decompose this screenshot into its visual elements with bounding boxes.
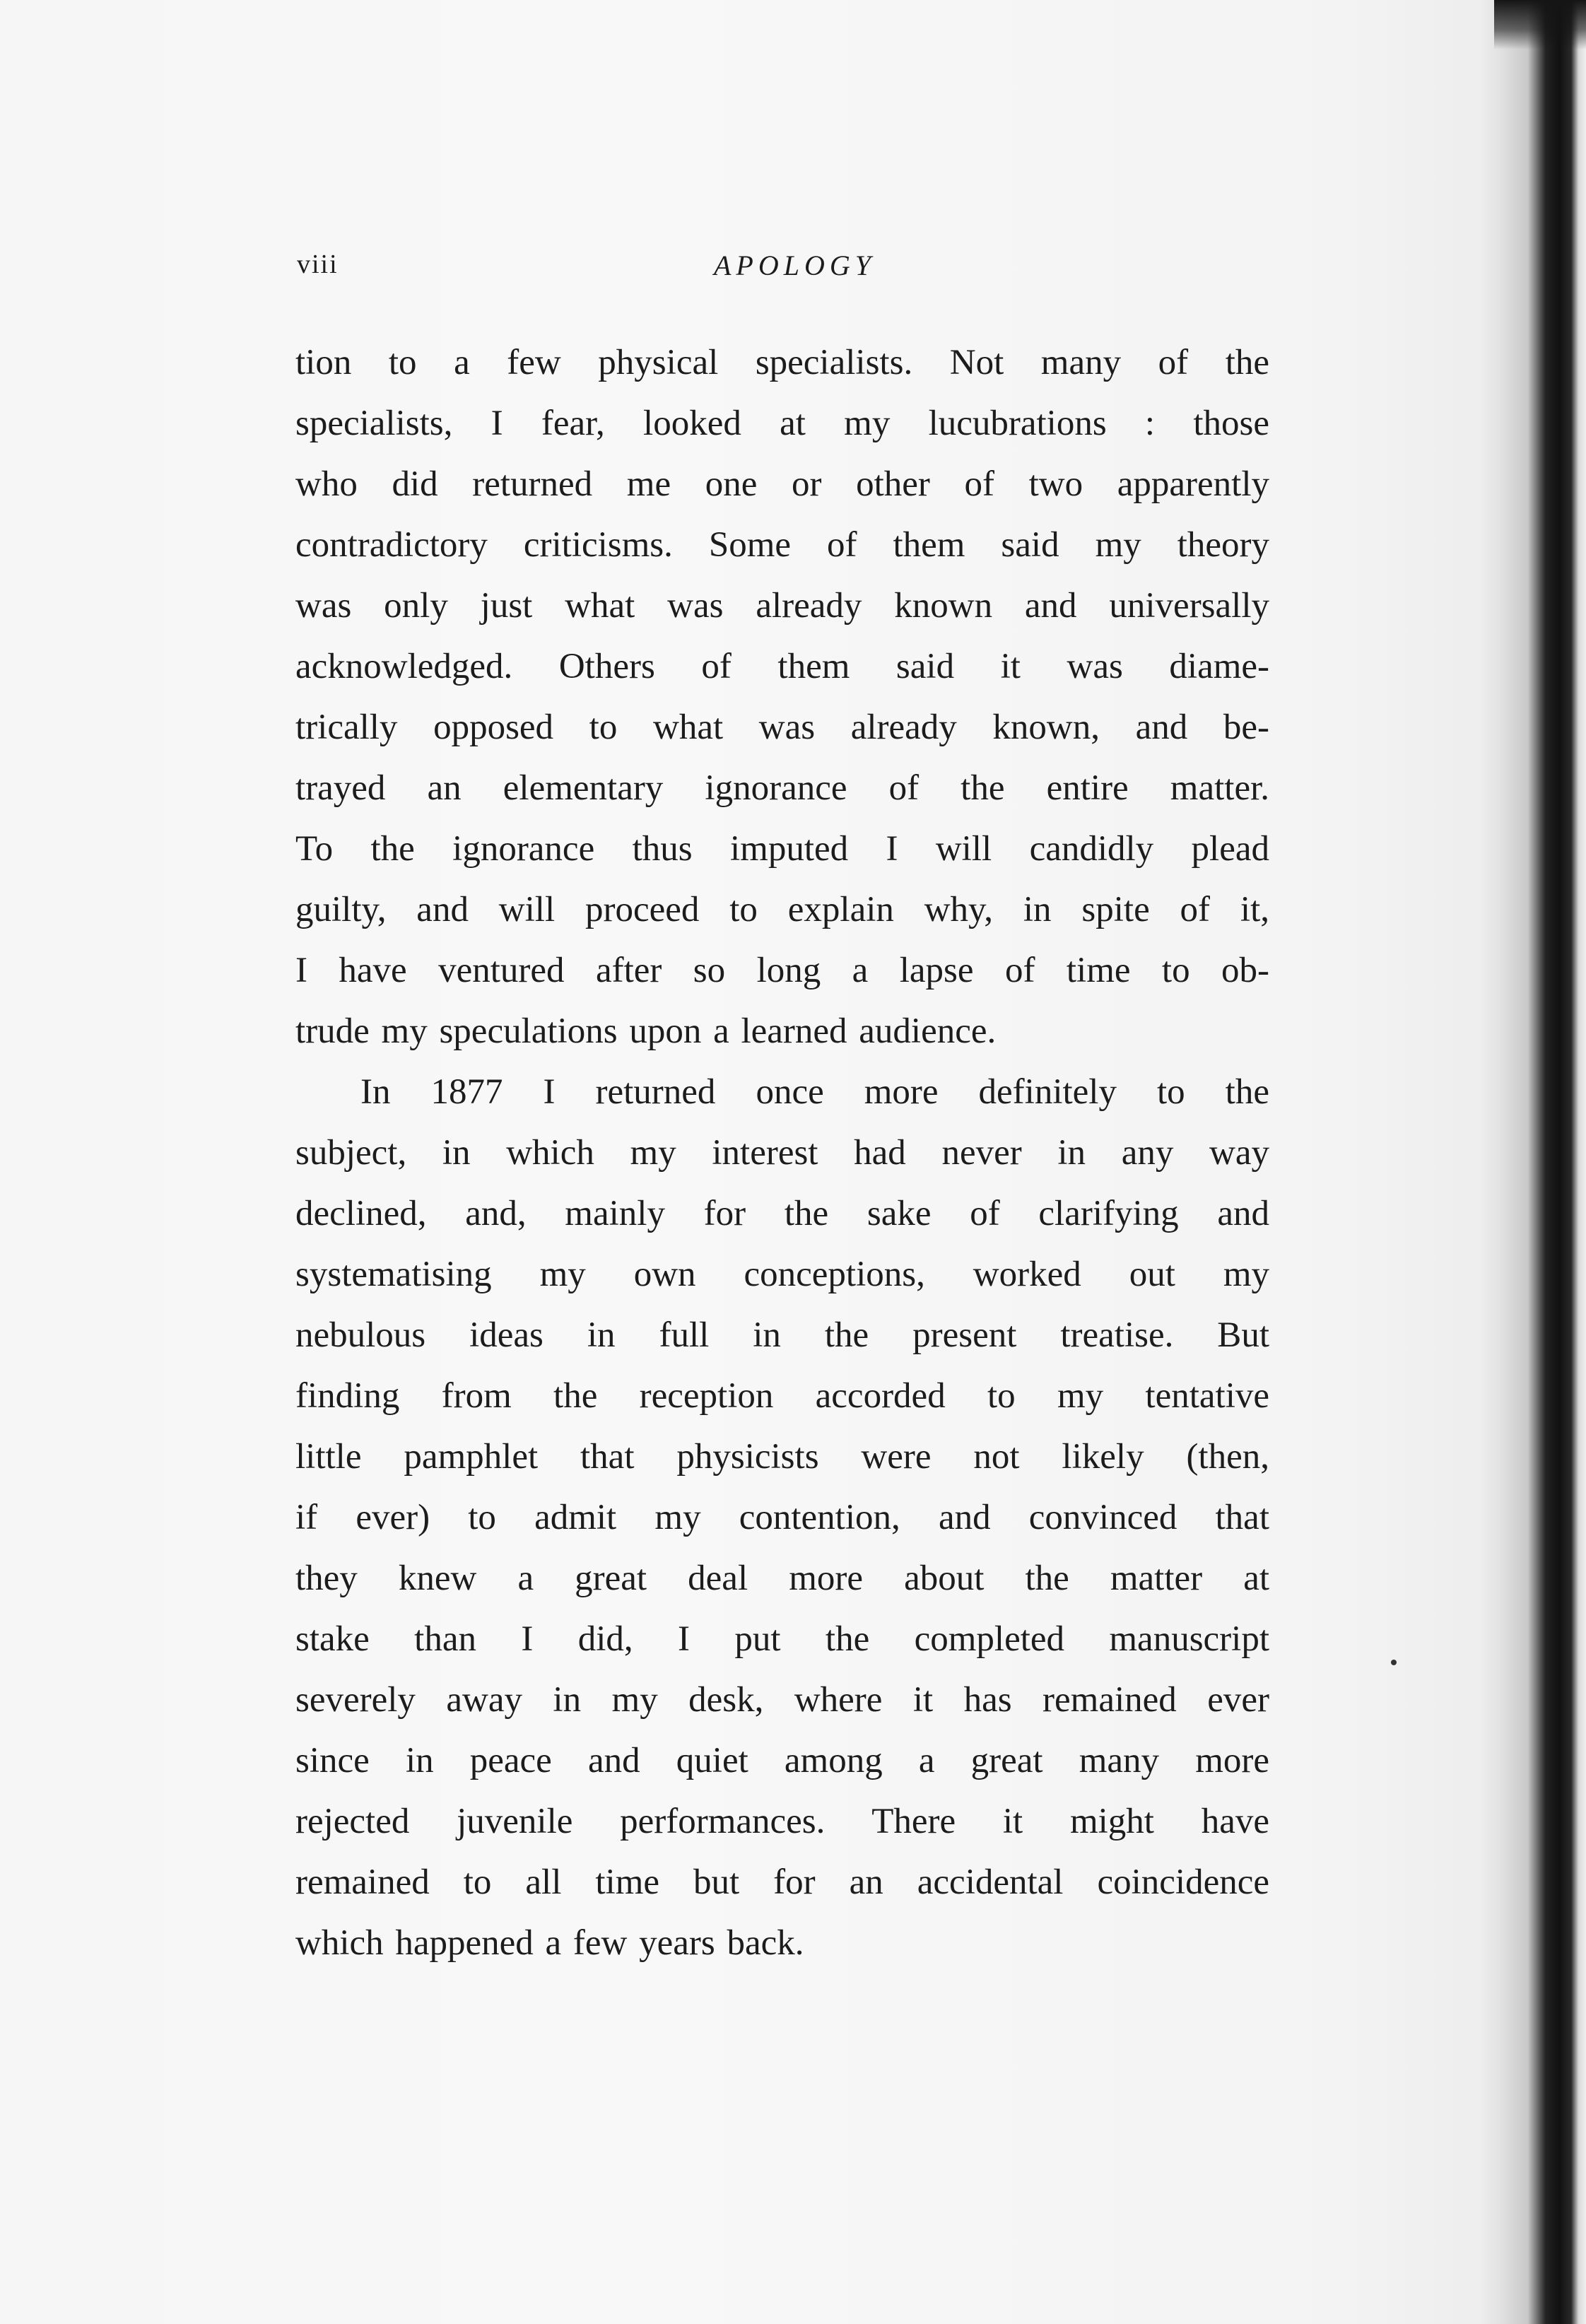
book-spine-shadow — [1480, 0, 1586, 2324]
text-line: subject, in which my interest had never in any way — [295, 1133, 1269, 1173]
ink-speck — [1391, 1660, 1397, 1665]
text-line: severely away in my desk, where it has remained ever — [295, 1680, 1269, 1720]
text-line: To the ignorance thus imputed I will candidly plead — [295, 829, 1269, 869]
text-line: rejected juvenile performances. There it might have — [295, 1802, 1269, 1841]
text-line: trayed an elementary ignorance of the entire matter. — [295, 768, 1269, 808]
text-line: nebulous ideas in full in the present treatise. But — [295, 1315, 1269, 1355]
running-head: APOLOGY — [714, 250, 876, 281]
text-line: if ever) to admit my contention, and convinced that — [295, 1498, 1269, 1537]
page-header — [297, 249, 1272, 298]
text-line: since in peace and quiet among a great many more — [295, 1741, 1269, 1780]
spine-top-shadow — [1494, 0, 1586, 49]
text-line: declined, and, mainly for the sake of clarifying and — [295, 1194, 1269, 1233]
text-line: they knew a great deal more about the matter at — [295, 1559, 1269, 1598]
page-number: viii — [297, 250, 339, 279]
text-line: guilty, and will proceed to explain why, in spite of it, — [295, 890, 1269, 929]
text-line: finding from the reception accorded to my tentative — [295, 1376, 1269, 1416]
text-line: In 1877 I returned once more definitely to the — [360, 1072, 1269, 1112]
text-line: who did returned me one or other of two apparently — [295, 464, 1269, 504]
body-text — [295, 332, 1269, 1973]
text-line: acknowledged. Others of them said it was diame- — [295, 647, 1269, 686]
text-line: stake than I did, I put the completed manuscript — [295, 1619, 1269, 1659]
text-line: which happened a few years back. — [295, 1923, 804, 1963]
text-line: I have ventured after so long a lapse of time to ob- — [295, 951, 1269, 990]
text-line: contradictory criticisms. Some of them said my theory — [295, 525, 1269, 565]
text-line: trically opposed to what was already known, and be- — [295, 708, 1269, 747]
text-line: little pamphlet that physicists were not likely (then, — [295, 1437, 1269, 1477]
text-line: systematising my own conceptions, worked out my — [295, 1255, 1269, 1294]
text-line: remained to all time but for an accidental coincidence — [295, 1862, 1269, 1902]
text-line: tion to a few physical specialists. Not many of the — [295, 343, 1269, 382]
text-line: trude my speculations upon a learned audience. — [295, 1011, 997, 1051]
text-line: specialists, I fear, looked at my lucubrations : those — [295, 404, 1269, 443]
text-line: was only just what was already known and universally — [295, 586, 1269, 626]
